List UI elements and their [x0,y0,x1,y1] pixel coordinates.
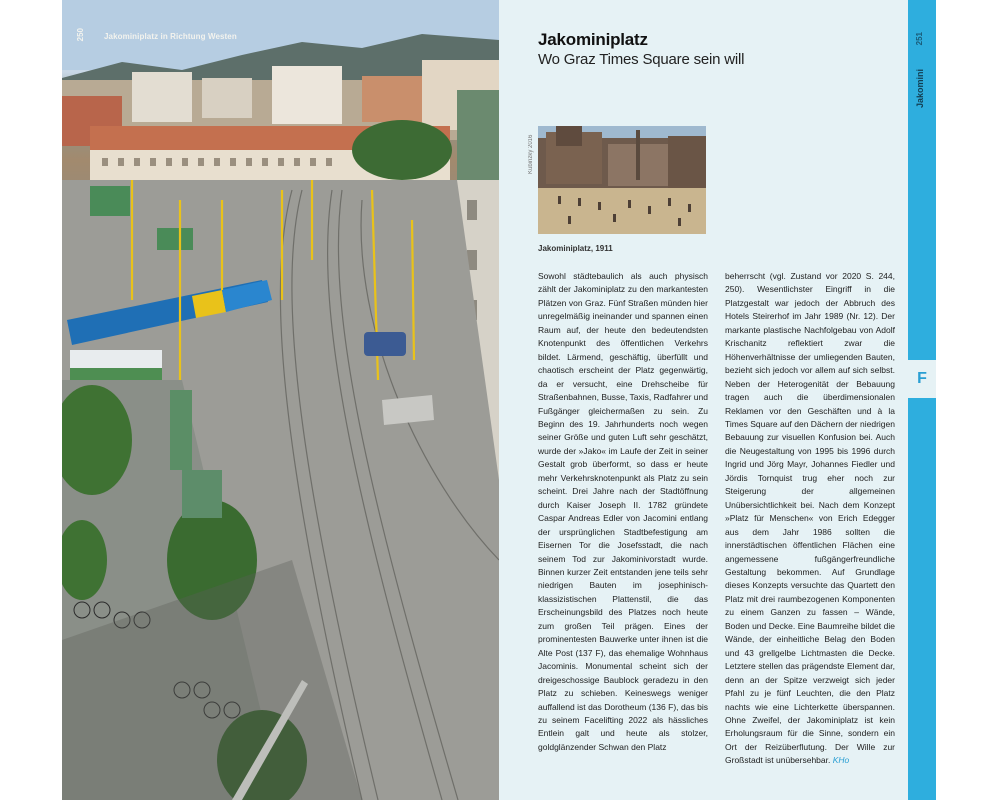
image-credit: Kubinzky 2016 [528,134,534,174]
article-title: Jakominiplatz [538,30,648,49]
jakominiplatz-aerial-photo [62,0,499,800]
author-initials: KHo [832,755,850,766]
left-page [62,0,499,800]
page-number-left: 250 [76,28,85,42]
chapter-tab-label: Jakomini [915,68,925,108]
text-column-1-body: Sowohl städtebaulich als auch physisch zählt der Jakominiplatz zu den markantesten Plätzen von Graz. Fünf Straßen münden hier unregelmäßig ineinander und spannen einen Raum auf, der heute den bedeutendsten Knotenpunkt des öffentlichen Verkehrs bildet. Lärmend, geschäftig, überfüllt und chaotisch erscheint der Platz gegenwärtig, da er versucht, eine Drehscheibe für Straßenbahnen, Busse, Taxis, Radfahrer und Fußgänger gleichermaßen zu sein. Zu Beginn des 19. Jahrhunderts noch wegen seiner Größe und guten Luft sehr geschätzt, wurde der »Jako« im Laufe der Zeit in seiner Gestalt grob überformt, so dass er heute mehr Verkehrsknotenpunkt als Platz zu sein scheint. Drei Jahre nach der Stadtöffnung durch Kaiser Joseph II. 1782 gründete Caspar Andreas Edler von Jacomini entlang der ursprünglichen Stadtbefestigung am Eisernen Tor die Josefsstadt, die nach seinem Tod zur Jakominivorstadt wurde. Binnen kurzer Zeit entstanden jene teils sehr niedrigen Bauten im josephinisch-klassizistischen Plattenstil, die das Erscheinungsbild des Platzes noch heute zum großen Teil prägen. Eines der prominentesten Bauwerke unter ihnen ist die Alte Post (137 F), das ehemalige Wohnhaus Jacominis. Monumental scheint sich der dreigeschossige Baublock geradezu in den Platz zu schieben. Keineswegs weniger auffallend ist das Dorotheum (136 F), das bis zu seinem Facelifting 2022 als hässliches Entlein galt und heute als stolzer, goldglänzender Schwan den Platz [538,271,708,752]
text-column-1 [538,270,708,754]
photo-caption: Jakominiplatz, 1911 [538,244,613,253]
page-number-right: 251 [915,32,924,46]
text-column-2-body: beherrscht (vgl. Zustand vor 2020 S. 244, 250). Wesentlichster Eingriff in die Platzgestalt war jedoch der Abbruch des Hotels Steirerhof im Jahr 1989 (Nr. 12). Der markante plastische Nachfolgebau von Adolf Krischanitz reflektiert zwar die Höhenverhältnisse der umliegenden Bauten, bezieht sich jedoch vor allem auf sich selbst. Neben der Heterogenität der Bebauung tragen auch die überdimensionalen Reklamen vor den Geschäften und à la Times Square auf den Dächern der niedrigen Bebauung zur visuellen Konfusion bei. Auch die Neugestaltung von 1995 bis 1996 durch Ingrid und Jörg Mayr, Johannes Fiedler und Jördis Tornquist trug eher noch zur Steigerung der allgemeinen Unübersichtlichkeit bei. Nach dem Konzept »Platz für Menschen« von Erich Edegger aus dem Jahr 1986 sollten die innerstädtischen öffentlichen Flächen eine angemessene fußgängerfreundliche Gestaltung bekommen. Auf Grundlage dieses Konzepts versuchte das Quartett den Platz mit drei raumbezogenen Komponenten zu einem Ganzen zu fassen – Wände, Boden und Decke. Eine Baumreihe bildet die Wände, der einheitliche Belag den Boden und 43 grellgelbe Lichtmasten die Decke. Letztere stellen das prägendste Element dar, denn an der Spitze verzweigt sich jeder Pfahl zu je fünf Leuchten, die den Platz nachts wie eine Lichterkette überspannen. Ohne Zweifel, der Jakominiplatz ist kein Erholungsraum für die Sinne, sondern ein Ort der Reizüberflutung. Der Wille zur Großstadt ist unübersehbar. [725,271,895,766]
historic-photo [538,126,706,234]
section-letter-marker: F [908,360,936,398]
historic-photo-illustration [538,126,706,234]
chapter-tab [908,0,936,800]
running-title: Jakominiplatz in Richtung Westen [104,32,237,41]
text-column-2 [725,270,895,768]
article-subtitle: Wo Graz Times Square sein will [538,51,745,68]
left-running-header [62,28,499,48]
